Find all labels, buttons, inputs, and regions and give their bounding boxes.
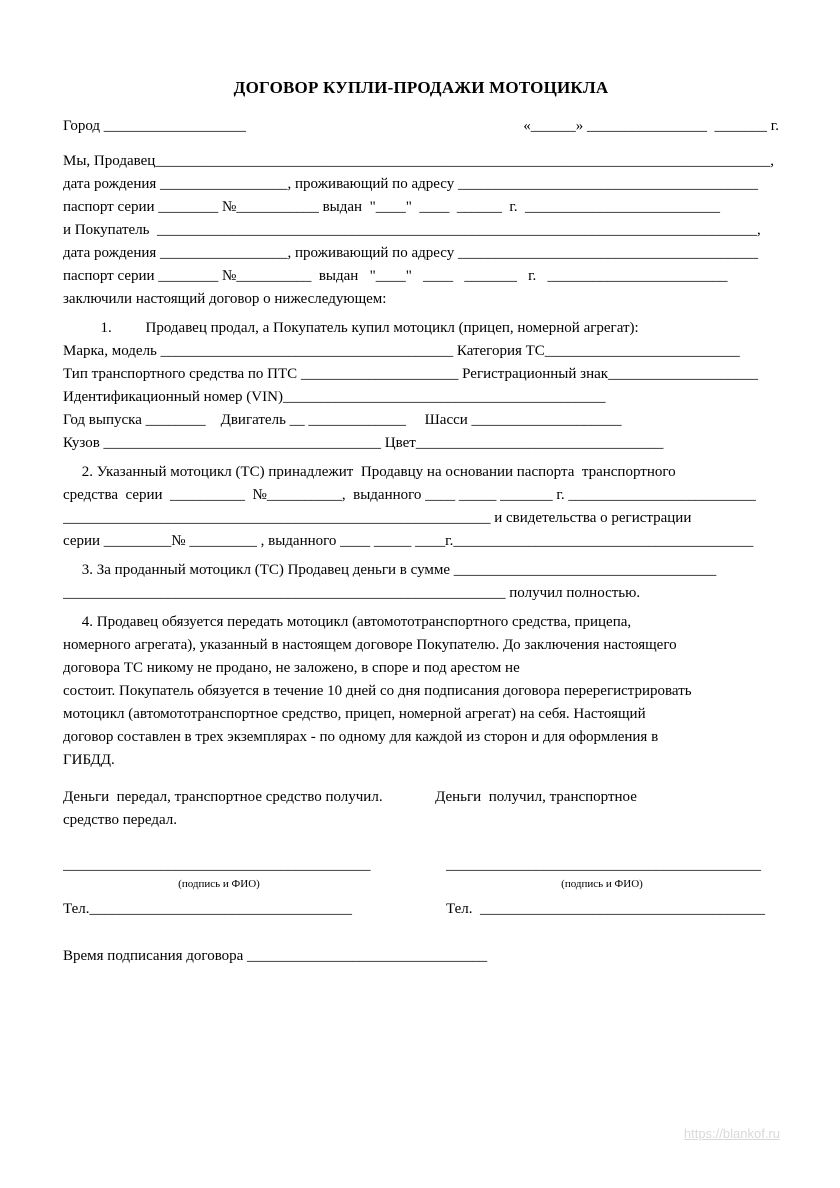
phone-row <box>63 898 779 921</box>
vin-line: Идентификационный номер (VIN)___________________________________________ <box>63 389 606 405</box>
seller-signature-caption: (подпись и ФИО) <box>178 878 260 890</box>
section-2-ownership <box>63 461 779 553</box>
watermark-link[interactable]: https://blankof.ru <box>683 1126 780 1141</box>
agreement-preamble-line: заключили настоящий договор о нижеследующем: <box>63 291 387 307</box>
city-field: Город ___________________ <box>63 118 247 134</box>
section-1-vehicle <box>63 317 779 455</box>
buyer-signature-line: __________________________________________ <box>446 857 761 873</box>
seller-intro-line: Мы, Продавец__________________________________________________________________________________, <box>63 153 775 169</box>
city-date-row <box>63 115 779 138</box>
seller-birth-address-line: дата рождения _________________, проживающий по адресу ________________________________________ <box>63 176 758 192</box>
parties-paragraph <box>63 150 779 311</box>
document-title: ДОГОВОР КУПЛИ-ПРОДАЖИ МОТОЦИКЛА <box>233 78 609 97</box>
ownership-clause-line-2: средства серии __________ №__________, выданного ____ _____ _______ г. _________________________ <box>63 487 756 503</box>
handover-line-2: средство передал. <box>63 812 177 828</box>
handover-line-1: Деньги передал, транспортное средство получил. Деньги получил, транспортное <box>63 789 637 805</box>
section-4-obligations <box>63 611 779 772</box>
seller-phone-line: Тел.___________________________________ <box>63 901 352 917</box>
make-model-category-line: Марка, модель _______________________________________ Категория ТС__________________________ <box>63 343 740 359</box>
ownership-clause-line-1: 2. Указанный мотоцикл (ТС) принадлежит Продавцу на основании паспорта транспортного <box>63 464 676 480</box>
signature-row <box>63 854 779 892</box>
vehicle-clause-heading: 1. Продавец продал, а Покупатель купил мотоцикл (прицеп, номерной агрегат): <box>63 320 639 336</box>
payment-clause-line-1: 3. За проданный мотоцикл (ТС) Продавец деньги в сумме ___________________________________ <box>63 562 717 578</box>
obligations-clause-line-6: договор составлен в трех экземплярах - по одному для каждой из сторон и для оформления в <box>63 729 659 745</box>
signing-time-line: Время подписания договора ________________________________ <box>63 948 488 964</box>
seller-signature-column <box>63 854 396 892</box>
body-color-line: Кузов _____________________________________ Цвет_________________________________ <box>63 435 664 451</box>
obligations-clause-line-5: мотоцикл (автомототранспортное средство, прицеп, номерной агрегат) на себя. Настоящий <box>63 706 646 722</box>
document-content <box>63 76 779 968</box>
obligations-clause-line-4: состоит. Покупатель обязуется в течение 10 дней со дня подписания договора перерегистрировать <box>63 683 692 699</box>
buyer-signature-column <box>446 854 779 892</box>
obligations-clause-line-2: номерного агрегата), указанный в настоящем договоре Покупателю. До заключения настоящего <box>63 637 677 653</box>
obligations-clause-line-3: договора ТС никому не продано, не заложено, в споре и под арестом не <box>63 660 520 676</box>
buyer-passport-line: паспорт серии ________ №__________ выдан "____" ____ _______ г. ________________________ <box>63 268 728 284</box>
seller-passport-line: паспорт серии ________ №___________ выдан "____" ____ ______ г. __________________________ <box>63 199 721 215</box>
ownership-clause-line-3: _________________________________________________________ и свидетельства о регистрации <box>63 510 692 526</box>
buyer-signature-caption: (подпись и ФИО) <box>561 878 643 890</box>
handover-statement <box>63 786 779 832</box>
payment-clause-line-2: ___________________________________________________________ получил полностью. <box>63 585 641 601</box>
date-field: «______» ________________ _______ г. <box>523 118 779 134</box>
section-3-payment <box>63 559 779 605</box>
ownership-clause-line-4: серии _________№ _________ , выданного ____ _____ ____г.________________________________________ <box>63 533 754 549</box>
obligations-clause-line-1: 4. Продавец обязуется передать мотоцикл (автомототранспортного средства, прицепа, <box>63 614 632 630</box>
obligations-clause-line-7: ГИБДД. <box>63 752 115 768</box>
seller-signature-line: _________________________________________ <box>63 857 371 873</box>
vehicle-type-regplate-line: Тип транспортного средства по ПТС _____________________ Регистрационный знак____________________ <box>63 366 759 382</box>
year-engine-chassis-line: Год выпуска ________ Двигатель __ _____________ Шасси ____________________ <box>63 412 622 428</box>
buyer-intro-line: и Покупатель ________________________________________________________________________________, <box>63 222 761 238</box>
buyer-phone-line: Тел. ______________________________________ <box>446 901 765 917</box>
buyer-birth-address-line: дата рождения _________________, проживающий по адресу ________________________________________ <box>63 245 758 261</box>
